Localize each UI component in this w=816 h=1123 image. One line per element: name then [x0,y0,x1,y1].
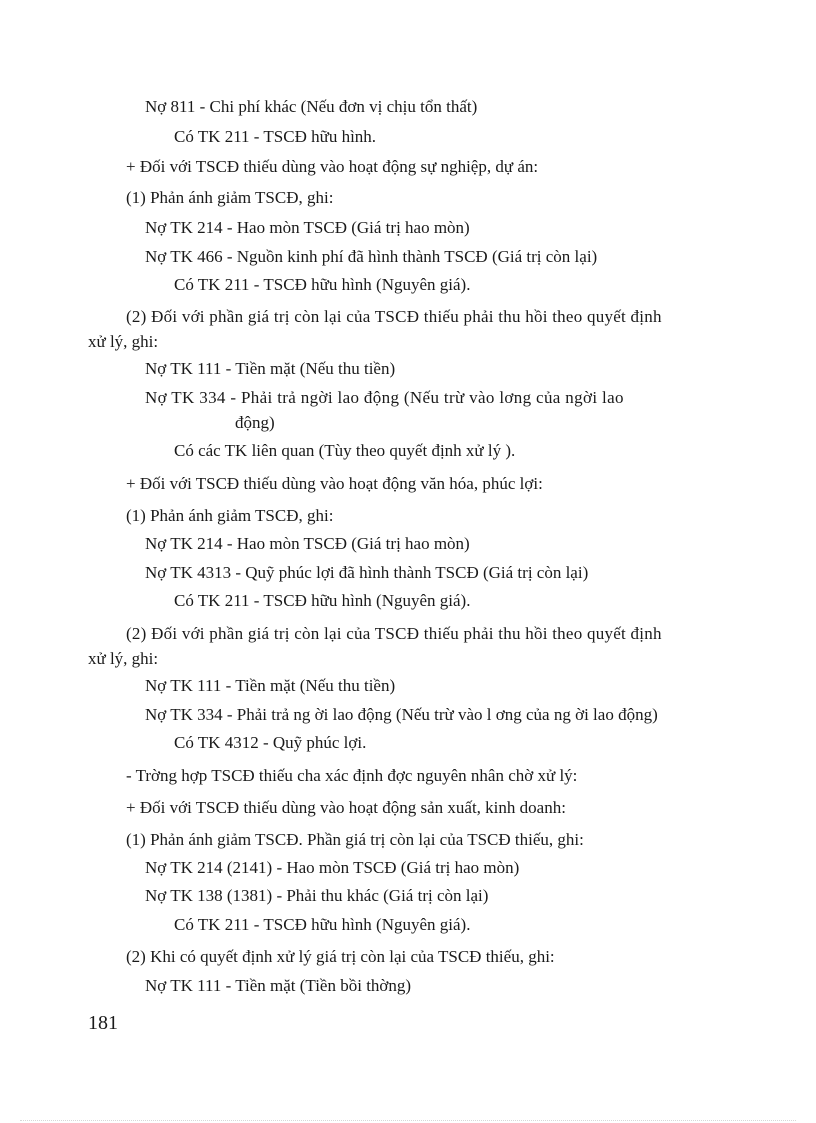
page-bottom-rule [20,1120,796,1121]
text-line: xử lý, ghi: [88,332,159,351]
text-line: Nợ TK 214 - Hao mòn TSCĐ (Giá trị hao mòn) [145,218,470,237]
text-line: Có TK 211 - TSCĐ hữu hình (Nguyên giá). [174,591,471,610]
text-line: Nợ 811 - Chi phí khác (Nếu đơn vị chịu tổn thất) [145,97,478,116]
text-line: Nợ TK 4313 - Quỹ phúc lợi đã hình thành TSCĐ (Giá trị còn lại) [145,563,589,582]
text-line: - Trờng hợp TSCĐ thiếu cha xác định đợc nguyên nhân chờ xử lý: [126,766,578,785]
text-line: Nợ TK 214 - Hao mòn TSCĐ (Giá trị hao mòn) [145,534,470,553]
text-line: Có TK 211 - TSCĐ hữu hình. [174,127,377,146]
text-line: Có các TK liên quan (Tùy theo quyết định xử lý ). [174,441,516,460]
text-line: + Đối với TSCĐ thiếu dùng vào hoạt động sự nghiệp, dự án: [126,157,539,176]
text-line: (2) Khi có quyết định xử lý giá trị còn lại của TSCĐ thiếu, ghi: [126,947,555,966]
text-line: động) [235,413,275,432]
text-line: Nợ TK 214 (2141) - Hao mòn TSCĐ (Giá trị hao mòn) [145,858,520,877]
text-line: xử lý, ghi: [88,649,159,668]
text-line: Nợ TK 111 - Tiền mặt (Nếu thu tiền) [145,676,396,695]
text-line: Nợ TK 111 - Tiền mặt (Nếu thu tiền) [145,359,396,378]
text-line: Có TK 4312 - Quỹ phúc lợi. [174,733,367,752]
text-line: (1) Phản ánh giảm TSCĐ. Phần giá trị còn lại của TSCĐ thiếu, ghi: [126,830,584,849]
text-line: + Đối với TSCĐ thiếu dùng vào hoạt động sản xuất, kinh doanh: [126,798,566,817]
text-line: Nợ TK 111 - Tiền mặt (Tiền bồi thờng) [145,976,412,995]
text-line: Nợ TK 334 - Phải trả ng ời lao động (Nếu trừ vào l ơng của ng ời lao động) [145,705,658,724]
text-line: (2) Đối với phần giá trị còn lại của TSCĐ thiếu phải thu hồi theo quyết định [126,624,662,643]
text-line: Nợ TK 138 (1381) - Phải thu khác (Giá trị còn lại) [145,886,489,905]
text-line: Nợ TK 466 - Nguồn kinh phí đã hình thành TSCĐ (Giá trị còn lại) [145,247,598,266]
text-line: + Đối với TSCĐ thiếu dùng vào hoạt động văn hóa, phúc lợi: [126,474,543,493]
text-line: Có TK 211 - TSCĐ hữu hình (Nguyên giá). [174,915,471,934]
page-number: 181 [88,1012,118,1034]
text-line: (1) Phản ánh giảm TSCĐ, ghi: [126,506,334,525]
text-line: Nợ TK 334 - Phải trả ngời lao động (Nếu trừ vào lơng của ngời lao [145,388,624,407]
text-line: Có TK 211 - TSCĐ hữu hình (Nguyên giá). [174,275,471,294]
text-line: (1) Phản ánh giảm TSCĐ, ghi: [126,188,334,207]
text-line: (2) Đối với phần giá trị còn lại của TSCĐ thiếu phải thu hồi theo quyết định [126,307,662,326]
